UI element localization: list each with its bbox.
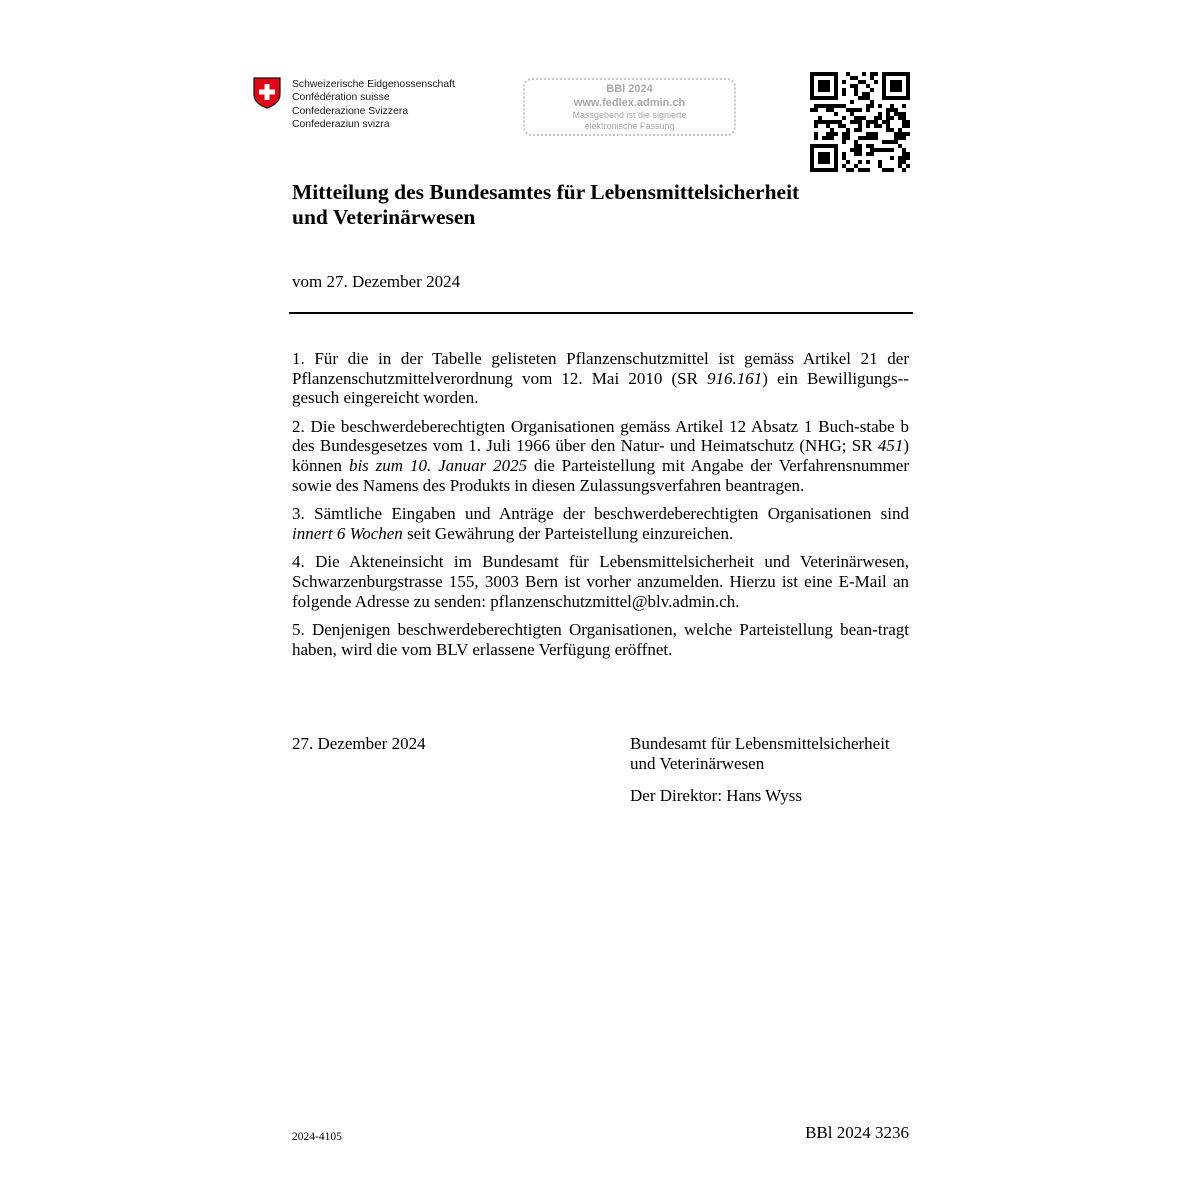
sr-reference: 916.161	[707, 368, 763, 388]
deadline-text: bis zum 10. Januar 2025	[348, 455, 528, 475]
paragraph-5	[292, 620, 909, 659]
paragraph-3	[292, 504, 909, 543]
confederation-fr: Confédération suisse	[292, 92, 390, 104]
stamp-note-2: elektronische Fassung	[584, 121, 675, 131]
period-text: innert 6 Wochen	[292, 523, 403, 543]
document-number: 2024-4105	[292, 1131, 342, 1143]
paragraph-2-text-end: die Parteistellung mit Angabe der Verfahrensnummer sowie des Namens des Produkts in diesen Zulassungsverfahren beantragen.	[292, 455, 909, 495]
page-title	[292, 180, 912, 230]
paragraph-3-text: 3. Sämtliche Eingaben und Anträge der beschwerdeberechtigten Organisationen sind	[292, 504, 909, 524]
confederation-rm: Confederaziun svizra	[292, 118, 390, 130]
director-line: Der Direktor: Hans Wyss	[630, 786, 802, 805]
paragraph-2	[292, 417, 909, 495]
stamp-note-1: Massgebend ist die signierte	[572, 110, 687, 120]
paragraph-5-text: 5. Denjenigen beschwerdeberechtigten Organisationen, welche Parteistellung bean-tragt haben, wird die vom BLV erlassene Verfügung eröffnet.	[292, 620, 909, 659]
document-body	[292, 349, 909, 659]
title-line-2: und Veterinärwesen	[292, 205, 476, 229]
fedlex-stamp	[523, 78, 736, 136]
swiss-cross-icon	[253, 77, 281, 109]
sr-reference: 451	[877, 436, 904, 456]
paragraph-2-text: 2. Die beschwerdeberechtigten Organisationen gemäss Artikel 12 Absatz 1 Buch-stabe b des Bundesgesetzes vom 1. Juli 1966 über den Natur- und Heimatschutz (NHG; SR	[292, 416, 909, 456]
paragraph-3-text-end: seit Gewährung der Parteistellung einzureichen.	[402, 523, 734, 543]
title-line-1: Mitteilung des Bundesamtes für Lebensmittelsicherheit	[292, 180, 800, 204]
paragraph-1-text-end: ) ein Bewilligungs-gesuch eingereicht worden.	[292, 368, 909, 408]
confederation-names	[292, 78, 455, 131]
office-line-1: Bundesamt für Lebensmittelsicherheit	[630, 734, 890, 753]
signature-block	[630, 734, 930, 806]
paragraph-4-text: 4. Die Akteneinsicht im Bundesamt für Lebensmittelsicherheit und Veterinärwesen, Schwarzenburgstrasse 155, 3003 Bern ist vorher anzumelden. Hierzu ist eine E-Mail an folgende Adresse zu senden: pflanzenschutzmittel@blv.admin.ch.	[292, 552, 909, 611]
signature-date: 27. Dezember 2024	[292, 734, 426, 753]
paragraph-4	[292, 552, 909, 611]
confederation-it: Confederazione Svizzera	[292, 105, 409, 117]
qr-code-icon	[810, 72, 910, 172]
office-line-2: und Veterinärwesen	[630, 754, 765, 773]
page-reference: BBl 2024 3236	[805, 1123, 909, 1142]
title-divider	[289, 312, 913, 314]
stamp-url: www.fedlex.admin.ch	[573, 97, 686, 109]
paragraph-1	[292, 349, 909, 408]
document-date: vom 27. Dezember 2024	[292, 272, 461, 291]
paragraph-2-text-mid: ) können	[292, 436, 909, 475]
stamp-bbl: BBl 2024	[606, 83, 653, 95]
confederation-de: Schweizerische Eidgenossenschaft	[292, 79, 455, 90]
paragraph-1-text: 1. Für die in der Tabelle gelisteten Pflanzenschutzmittel ist gemäss Artikel 21 der Pflanzenschutzmittelverordnung vom 12. Mai 2010 (SR	[292, 349, 909, 388]
